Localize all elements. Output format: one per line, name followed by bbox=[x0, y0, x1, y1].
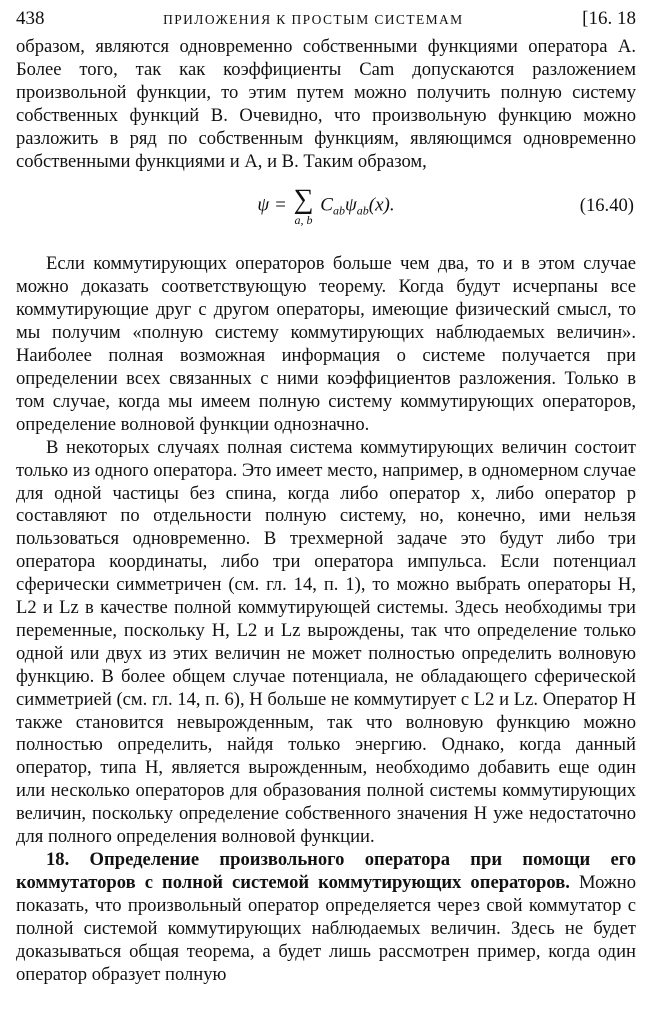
paragraph-commuting-operators: Если коммутирующих операторов больше чем два, то и в этом случае можно доказать соответствующую теорему. Когда будут исчерпаны все коммутирующие друг с другом операторы, имеющие физический смысл, то мы получим «полную систему коммутирующих наблюдаемых величин». Наиболее полная возможная информация о системе получается при определении всех связанных с ними коэффициентов разложения. Только в том случае, когда мы имеем полную систему коммутирующих операторов, определение волновой функции однозначно. bbox=[16, 253, 636, 435]
running-title: ПРИЛОЖЕНИЯ К ПРОСТЫМ СИСТЕМАМ bbox=[163, 12, 464, 27]
formula-argument: (x). bbox=[368, 194, 395, 216]
sigma-symbol: ∑ bbox=[293, 184, 314, 216]
body-text bbox=[16, 36, 636, 986]
formula-lhs: ψ = bbox=[257, 194, 287, 216]
section-reference: [16. 18 bbox=[582, 8, 636, 29]
section-text: Можно показать, что произвольный оператор определяется через свой коммутатор с полной системой коммутирующих наблюдаемых величин. Здесь не будет доказываться общая теорема, а будет лишь рассмотрен пример, когда один оператор образует полную bbox=[16, 871, 636, 985]
paragraph-continuation: образом, являются одновременно собственными функциями оператора A. Более того, так как коэффициенты Cam допускаются разложением произвольной функции, то этим путем можно получить полную систему собственных функций B. Очевидно, что произвольную функцию можно разложить в ряд по собственным функциям, являющимся одновременно собственными функциями и A, и B. Таким образом, bbox=[16, 36, 636, 172]
psi-function: ψ bbox=[344, 194, 357, 216]
running-header bbox=[16, 6, 636, 36]
summation bbox=[294, 186, 314, 226]
section-18 bbox=[16, 849, 636, 986]
coefficient-subscript: ab bbox=[332, 203, 345, 218]
paragraph-single-operator: В некоторых случаях полная система коммутирующих величин состоит только из одного оператора. Это имеет место, например, в одномерном случае для одной частицы без спина, когда либо оператор x, либо оператор p составляют по отдельности полную систему, но, конечно, ими нельзя пользоваться одновременно. В трехмерной задаче это будут либо три оператора координаты, либо три оператора импульса. Если потенциал сферически симметричен (см. гл. 14, п. 1), то можно выбрать операторы H, L2 и Lz в качестве полной коммутирующей системы. Здесь необходимы три переменные, поскольку H, L2 и Lz вырождены, так что определение только одной или двух из этих величин не может полностью определить волновую функцию. В более общем случае потенциала, не обладающего сферической симметрией (см. гл. 14, п. 6), H больше не коммутирует с L2 и Lz. Оператор H также становится невырожденным, так что волновую функцию можно полностью определить, найдя только энергию. Однако, когда данный оператор, типа H, является вырожденным, необходимо добавить еще один или несколько операторов для образования полной системы коммутирующих величин, поскольку определение собственного значения H уже недостаточно для полного определения волновой функции. bbox=[16, 436, 636, 848]
page-number: 438 bbox=[16, 8, 45, 29]
section-heading: 18. Определение произвольного оператора при помощи его коммутаторов с полной системой коммутирующих операторов. bbox=[16, 849, 636, 893]
equation-number: (16.40) bbox=[579, 195, 634, 217]
equation-16-40 bbox=[16, 177, 636, 235]
psi-subscript: ab bbox=[356, 203, 369, 218]
summation-limits: a, b bbox=[294, 213, 313, 228]
formula bbox=[16, 186, 636, 226]
coefficient-c: C bbox=[320, 194, 333, 216]
